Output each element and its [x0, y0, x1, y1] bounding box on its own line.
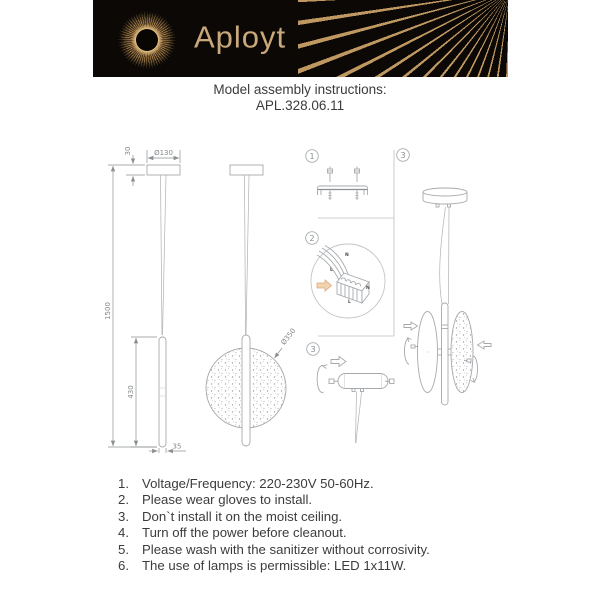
- dimension-total-height: [104, 165, 157, 447]
- assemble-arrow-right: [478, 341, 492, 349]
- step-1-diagram: [306, 150, 368, 200]
- list-item: [118, 558, 430, 574]
- step-3-diagram: [307, 343, 394, 443]
- dim-label-430: 430: [127, 385, 135, 399]
- list-item: [118, 476, 430, 492]
- bracket-screw-left: [328, 167, 333, 201]
- note-number: 6.: [118, 558, 129, 574]
- dim-label-350: Ø350: [279, 326, 298, 347]
- assembly-diagram: [0, 130, 600, 475]
- step-3-number: 3: [310, 345, 316, 354]
- pendant-front-view: [206, 165, 286, 446]
- wiring-label-top: N: [345, 253, 349, 258]
- step-2-number: 2: [309, 234, 315, 243]
- assemble-arrow-left: [404, 322, 418, 330]
- note-text: Voltage/Frequency: 220-230V 50-60Hz.: [142, 476, 374, 491]
- step-1-number: 1: [309, 152, 315, 161]
- list-item: [118, 525, 430, 541]
- corner-rays-decoration: [298, 0, 508, 77]
- sunburst-core: [136, 29, 158, 51]
- slide-direction-arrow: [331, 357, 346, 367]
- instruction-notes: [118, 476, 430, 574]
- canopy-body: [338, 374, 388, 389]
- note-number: 2.: [118, 492, 129, 508]
- note-text: Please wash with the sanitizer without corrosivity.: [142, 541, 430, 557]
- list-item: [118, 509, 430, 525]
- dim-label-30: 30: [124, 146, 132, 156]
- list-item: [118, 492, 430, 508]
- dimension-shade-diameter: [275, 327, 298, 358]
- note-number: 3.: [118, 508, 129, 524]
- dim-label-130: Ø130: [154, 149, 173, 157]
- bracket-screw-right: [355, 167, 360, 201]
- dimension-bar-width: [149, 443, 186, 454]
- step-3-right-number: 3: [400, 151, 406, 160]
- rotate-arrow: [317, 366, 323, 393]
- brand-wordmark: Aployt: [194, 19, 287, 55]
- note-text: The use of lamps is permissible: LED 1x11W.: [142, 558, 407, 574]
- brand-banner: [93, 0, 508, 77]
- sunburst-logo-icon: [116, 9, 178, 71]
- dim-label-1500: 1500: [104, 302, 112, 320]
- note-number: 1.: [118, 476, 129, 491]
- note-number: 5.: [118, 541, 129, 557]
- model-number: APL.328.06.11: [255, 98, 345, 113]
- wiring-label-right: N: [366, 286, 370, 291]
- list-item: [118, 542, 430, 558]
- step-3-assembly-diagram: [397, 149, 491, 405]
- dimension-canopy-height: [124, 147, 145, 186]
- wiring-label-left: L: [330, 268, 333, 273]
- pendant-side-view: [147, 165, 180, 447]
- note-text: Don`t install it on the moist ceiling.: [142, 508, 343, 524]
- dimension-bar-length: [127, 337, 157, 447]
- note-number: 4.: [118, 525, 129, 541]
- page-title: Model assembly instructions:: [213, 82, 387, 97]
- dimension-canopy-diameter: [147, 149, 180, 163]
- lock-ring-right: [473, 356, 478, 382]
- disc-glass-plate: [451, 312, 473, 393]
- note-text: Turn off the power before cleanout.: [142, 525, 347, 541]
- note-text: Please wear gloves to install.: [142, 492, 313, 508]
- dim-label-35: 35: [172, 442, 182, 451]
- step-2-diagram: [306, 232, 385, 318]
- lock-ring-left: [405, 338, 409, 364]
- title-block: [0, 82, 600, 114]
- wiring-label-bottom: L: [348, 300, 351, 305]
